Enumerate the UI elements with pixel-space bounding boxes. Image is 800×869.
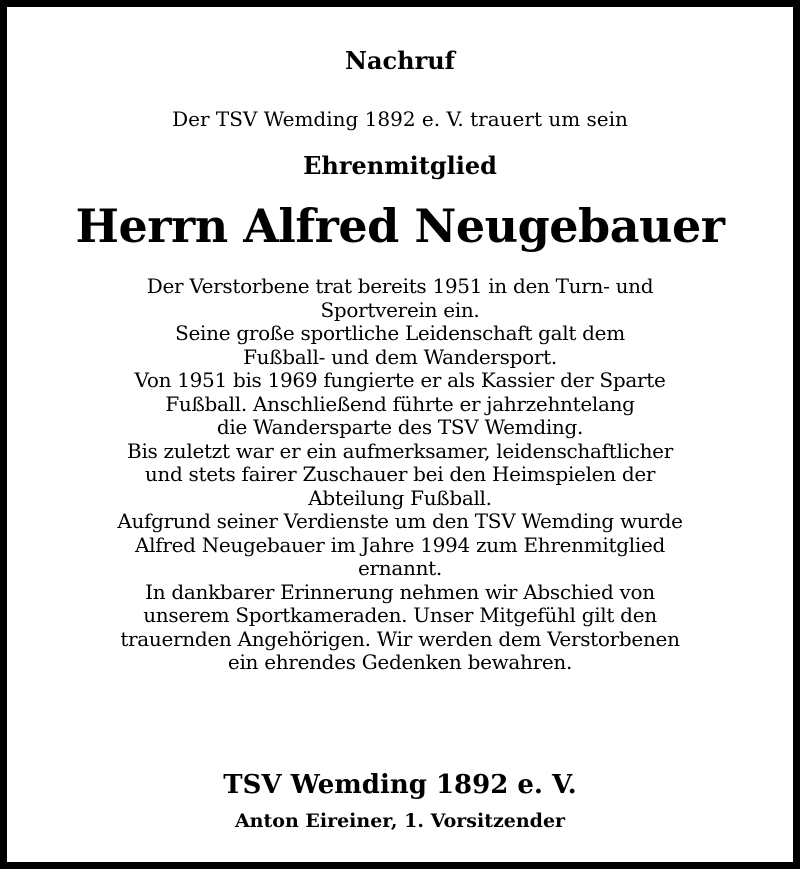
body-line: die Wandersparte des TSV Wemding. [216,415,584,439]
body-line: Von 1951 bis 1969 fungierte er als Kassier der Sparte [134,368,666,392]
intro-text: Der TSV Wemding 1892 e. V. trauert um sein [172,107,628,131]
body-line: Fußball- und dem Wandersport. [243,344,557,369]
obituary-body [7,275,793,675]
body-line: Abteilung Fußball. [308,485,492,510]
body-line: unserem Sportkameraden. Unser Mitgefühl gilt den [143,603,657,627]
body-line: Bis zuletzt war er ein aufmerksamer, leidenschaftlicher [127,438,673,463]
body-line: Aufgrund seiner Verdienste um den TSV Wemding wurde [117,509,683,533]
body-line: ein ehrendes Gedenken bewahren. [227,650,573,674]
body-line: Fußball. Anschließend führte er jahrzehntelang [165,391,635,416]
body-line: Seine große sportliche Leidenschaft galt dem [175,321,625,345]
body-line: trauernden Angehörigen. Wir werden dem Verstorbenen [120,626,680,651]
notice-heading: Nachruf [345,46,455,75]
deceased-name: Herrn Alfred Neugebauer [75,199,725,253]
body-line: Der Verstorbene trat bereits 1951 in den Turn- und [146,274,654,298]
body-line: In dankbarer Erinnerung nehmen wir Abschied von [145,579,655,604]
body-line: und stets fairer Zuschauer bei den Heimspielen der [144,462,656,486]
club-name: TSV Wemding 1892 e. V. [223,770,577,800]
body-line: Sportverein ein. [320,297,480,322]
body-line: Alfred Neugebauer im Jahre 1994 zum Ehrenmitglied [135,532,665,557]
signer-name: Anton Eireiner, 1. Vorsitzender [234,810,566,832]
honorary-title: Ehrenmitglied [303,151,497,180]
body-line: ernannt. [358,556,442,580]
